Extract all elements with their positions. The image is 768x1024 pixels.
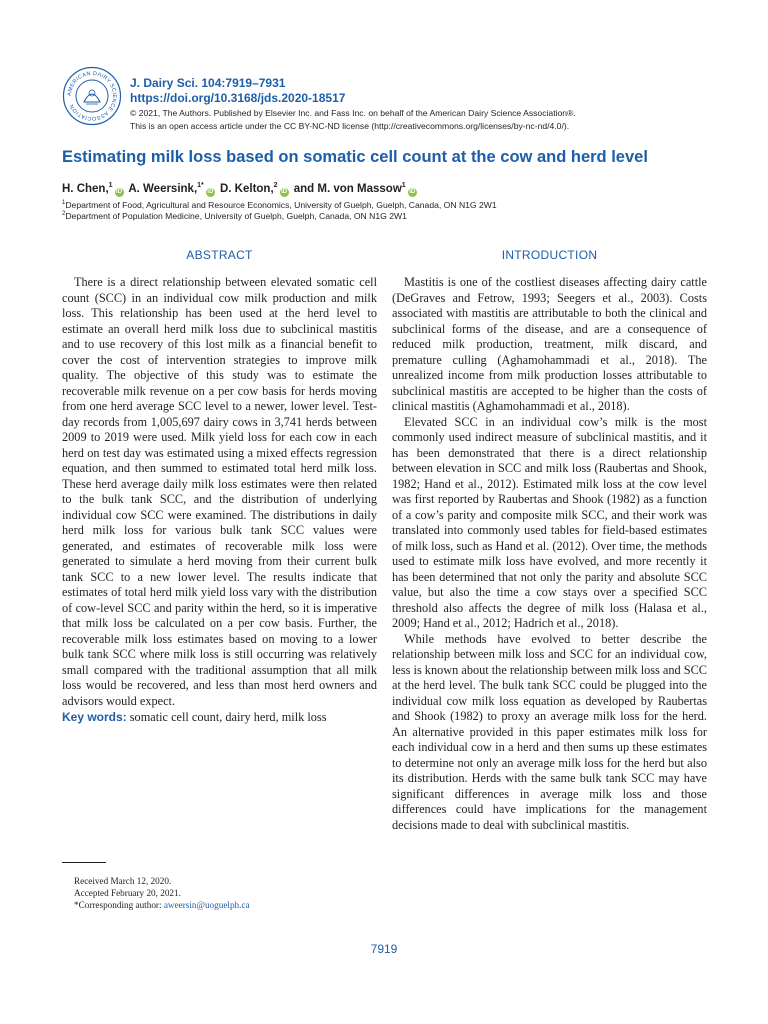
- abstract-column: [62, 248, 377, 726]
- corresponding-author: [74, 899, 250, 911]
- author-affiliation-mark: 1*: [197, 182, 204, 189]
- orcid-icon[interactable]: iD: [207, 188, 214, 195]
- author-list: [62, 182, 722, 197]
- keywords-text: somatic cell count, dairy herd, milk loss: [129, 710, 327, 724]
- seal-text: AMERICAN DAIRY SCIENCE ASSOCIATION: [66, 70, 118, 122]
- footnote-divider: [62, 862, 106, 863]
- author-affiliation-mark: 1: [108, 182, 113, 189]
- author-name[interactable]: A. Weersink,: [128, 182, 198, 195]
- accepted-date: Accepted February 20, 2021.: [74, 888, 181, 898]
- copyright-line: © 2021, The Authors. Published by Elsevier Inc. and Fass Inc. on behalf of the American Dairy Science Association®.: [130, 108, 576, 118]
- keywords-label: Key words:: [62, 710, 127, 724]
- affiliation-text: Department of Population Medicine, University of Guelph, Guelph, Canada, ON N1G 2W1: [65, 210, 407, 221]
- affiliation-2: [62, 209, 722, 222]
- introduction-paragraph: Elevated SCC in an individual cow’s milk is the most commonly used indirect measure of subclinical mastitis, and it has been demonstrated that there is a direct relationship between elevation in SCC and milk loss (Raubertas and Shook, 1982; Hand et al., 2012). Estimated milk loss at the cow level was first reported by Raubertas and Shook (1982) as a function of a cow’s parity and composite milk SCC, and their work was translated into commonly used tables for field-based estimates of milk loss, such as Hand et al. (2012). Over time, the methods used to estimate milk loss have evolved, and more recently it has been determined that not only the parity and absolute SCC value, but also the time a cow stays over a specified SCC threshold also affects the degree of milk loss (Halasa et al., 2009; Hand et al., 2012; Hadrich et al., 2018).: [392, 414, 707, 630]
- affiliation-mark: 2: [62, 211, 66, 217]
- corresponding-email-link[interactable]: aweersin@uoguelph.ca: [163, 900, 250, 910]
- article-title: Estimating milk loss based on somatic cell count at the cow and herd level: [62, 148, 648, 166]
- affiliation-mark: 1: [62, 200, 66, 206]
- license-line: This is an open access article under the CC BY-NC-ND license (http://creativecommons.org/licenses/by-nc-nd/4.0/).: [130, 121, 570, 131]
- author-name[interactable]: D. Kelton,: [219, 182, 274, 195]
- orcid-icon[interactable]: iD: [409, 188, 416, 195]
- introduction-paragraph: Mastitis is one of the costliest diseases affecting dairy cattle (DeGraves and Fetrow, 1993; Seegers et al., 2003). Costs associated with mastitis are attributable to both the clinical and subclinical forms of the disease, and are a consequence of reduced milk production, treatment, milk discard, and premature culling (Aghamohammadi et al., 2018). The unrealized income from milk production losses attributable to subclinical mastitis are accepted to be higher than the costs of clinical mastitis (Aghamohammadi et al., 2018).: [392, 275, 707, 413]
- doi-link[interactable]: https://doi.org/10.3168/jds.2020-18517: [130, 91, 346, 105]
- author-conjunction: and: [293, 182, 315, 195]
- introduction-heading: INTRODUCTION: [501, 248, 598, 262]
- author-affiliation-mark: 2: [273, 182, 278, 189]
- abstract-text: There is a direct relationship between elevated somatic cell count (SCC) in an individual cow milk production and milk loss. This relationship has been used at the herd level to estimate an overall herd milk loss due to subclinical mastitis and to use recovery of this lost milk as a financial benefit to cover the cost of intervention strategies to improve milk quality. The objective of this study was to estimate the recoverable milk revenue on a per cow basis for herds moving from one herd average SCC level to a newer, lower level. Test-day records from 1,005,697 dairy cows in 3,741 herds between 2009 to 2019 were used. Milk yield loss for each cow in each herd on test day was estimated using a mixed effects regression equation, and then summed to estimated total herd milk loss. These herd average daily milk loss estimates were then related to the bulk tank SCC, and the distribution of underlying individual cow SCC were examined. The distributions in daily herd milk loss for various bulk tank SCC values were generated, and estimates of recoverable milk loss were generated to simulate a herd moving from their current bulk tank SCC to a new lower level. The results indicate that estimates of total herd milk yield loss vary with the distribution of cow-level SCC and parity within the herd, so it is imperative that milk loss be calculated on a per cow basis. Further, the recoverable milk loss estimates based on moving to a lower bulk tank SCC where milk loss is still occurring was relatively small compared with the traditional assumption that all milk loss would be recovered, and less than most herd owners and advisors would expect.: [62, 275, 377, 708]
- author-name[interactable]: M. von Massow: [317, 182, 402, 195]
- author-affiliation-mark: 1: [401, 182, 406, 189]
- page-number: 7919: [370, 942, 398, 956]
- received-date: Received March 12, 2020.: [74, 876, 172, 886]
- abstract-heading: ABSTRACT: [186, 248, 253, 262]
- corresponding-label: *Corresponding author:: [74, 900, 162, 910]
- journal-header: [62, 66, 742, 138]
- orcid-icon[interactable]: iD: [116, 188, 123, 195]
- journal-citation: J. Dairy Sci. 104:7919–7931: [130, 76, 286, 90]
- citation-block: [130, 76, 576, 132]
- introduction-paragraph: While methods have evolved to better describe the relationship between milk loss and SCC for an individual cow, less is known about the relationship between milk loss and SCC at the herd level. The bulk tank SCC could be plugged into the individual cow milk loss equation as developed by Raubertas and Shook (1982) to proxy an average milk loss for the herd. An alternative provided in this paper estimates milk loss for each individual cow in a herd and then sums up these estimates to determine not only an average milk loss for the herd but also its distribution. Herds with the same bulk tank SCC may have significant differences in average milk loss and those differences could have implications for the management decisions made to deal with subclinical mastitis.: [392, 631, 707, 832]
- orcid-icon[interactable]: iD: [281, 188, 288, 195]
- introduction-column: [392, 248, 707, 833]
- affiliation-text: Department of Food, Agricultural and Resource Economics, University of Guelph, Guelph, Canada, ON N1G 2W1: [65, 199, 497, 210]
- ads-association-seal-icon: [62, 66, 122, 126]
- footnote-block: [74, 875, 250, 911]
- author-name[interactable]: H. Chen,: [62, 182, 109, 195]
- keywords: [62, 710, 377, 726]
